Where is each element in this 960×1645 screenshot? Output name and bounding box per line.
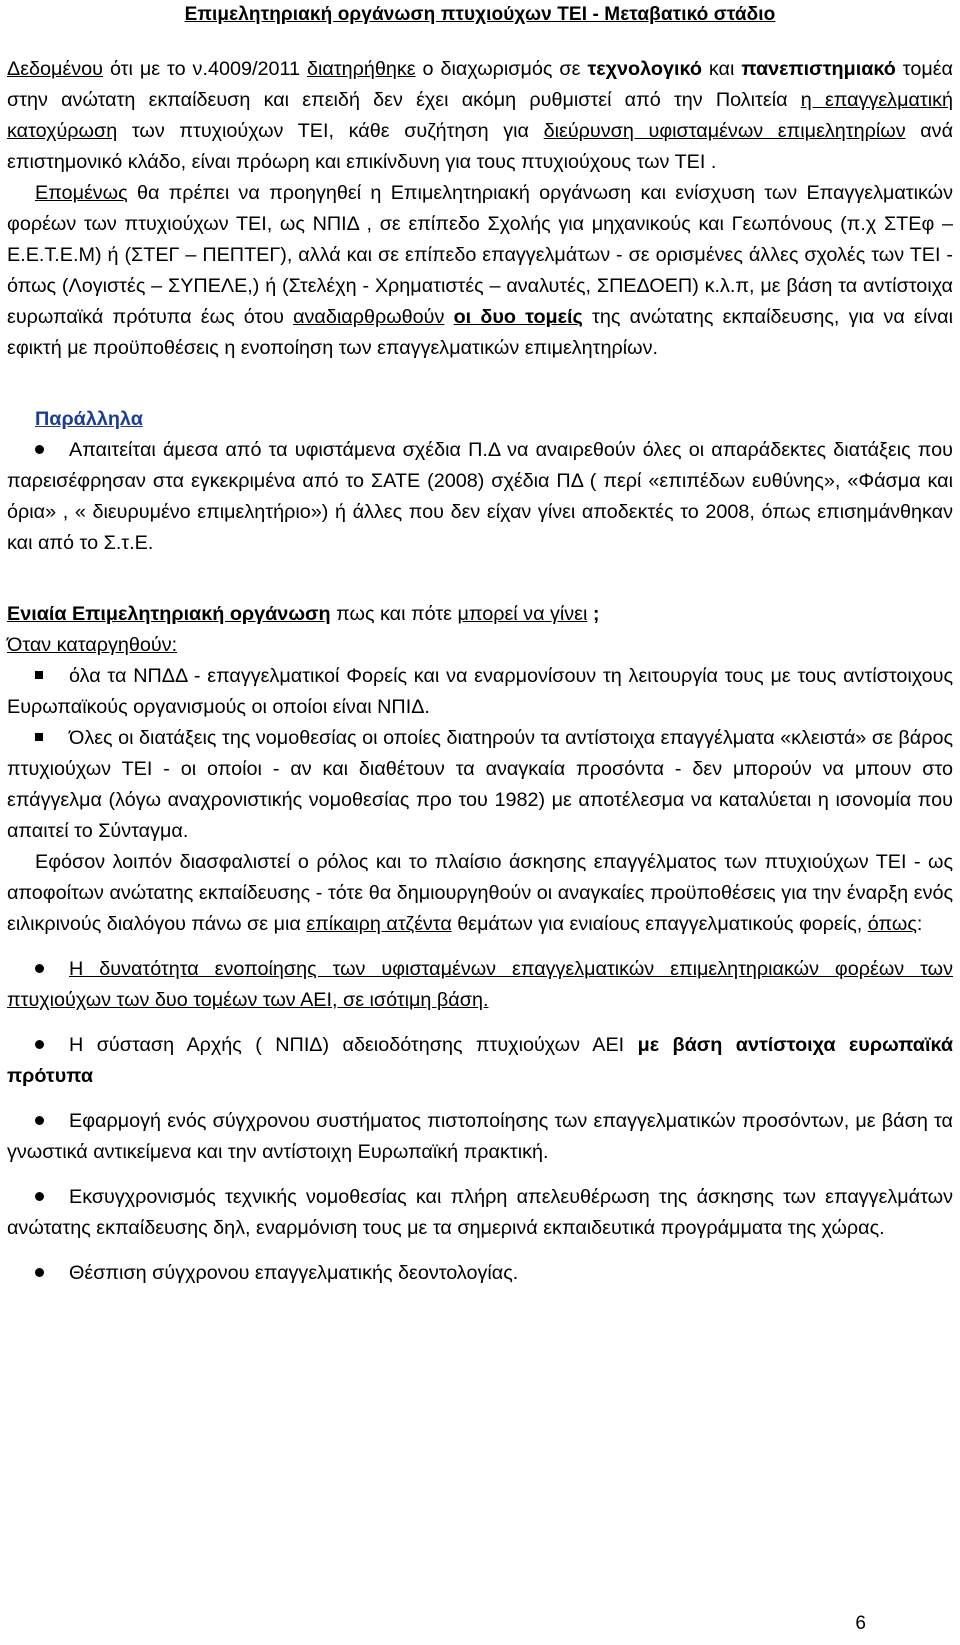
text-run: ανά επιστημονικό κλάδο, είναι πρόωρη και επικίνδυνη για τους πτυχιούχους των ΤΕΙ .: [7, 120, 954, 173]
spacer: [7, 1168, 953, 1182]
text-run: Εκσυγχρονισμός τεχνικής νομοθεσίας και πλήρη απελευθέρωση της άσκησης των επαγγελμάτων ανώτατης εκπαίδευσης δηλ, εναρμόνιση τους με τα σημερινά εκπαιδευτικά προγράμματα της χώρας.: [7, 1186, 953, 1239]
text-run: Θέσπιση σύγχρονου επαγγελματικής δεοντολογίας.: [69, 1262, 519, 1284]
spacer: [7, 1016, 953, 1030]
text-run: Απαιτείται άμεσα από τα υφιστάμενα σχέδια Π.Δ να αναιρεθούν όλες οι απαράδεκτες διατάξεις που παρεισέφρησαν στα εγκεκριμένα από το ΣΑΤΕ (2008) σχέδια ΠΔ ( περί «επιπέδων ευθύνης», «Φάσμα και όρια» , « διευρυμένο επιμελητήριο») ή άλλες που δεν είχαν γίνει αποδεκτές το 2008, όπως επισημάνθηκαν και από το Σ.τ.Ε.: [7, 439, 953, 554]
paragraph-intro: [7, 54, 953, 178]
text-run: των πτυχιούχων ΤΕΙ, κάθε συζήτηση για: [117, 120, 544, 142]
bullet-dot-icon: [35, 1268, 44, 1277]
square-bullet-icon: [35, 671, 43, 679]
text-underlined: διεύρυνση υφισταμένων επιμελητηρίων: [543, 120, 906, 142]
bullet-paragraph: [7, 954, 953, 1016]
bullet-dot-icon: [35, 1116, 44, 1125]
text-run: της ανώτατης εκπαίδευσης, για να είναι εφικτή με προϋποθέσεις η ενοποίηση των επαγγελματικών επιμελητηρίων.: [7, 306, 953, 359]
bullet-dot-icon: [35, 964, 44, 973]
text-underlined: επίκαιρη ατζέντα: [306, 913, 452, 935]
spacer: [7, 1244, 953, 1258]
when-abolished-label: [7, 630, 953, 661]
spacer: [7, 559, 953, 599]
text-bold-underlined: ;: [592, 603, 600, 625]
bullet-marker: [35, 1258, 69, 1289]
text-underlined: Δεδομένου: [7, 58, 103, 80]
paragraph-consequently: [7, 178, 953, 364]
bullet-paragraph: [7, 1030, 953, 1092]
square-bullet-icon: [35, 733, 43, 741]
bullet-paragraph: [7, 1106, 953, 1168]
bullet-marker: [35, 435, 69, 466]
text-run: θεμάτων για ενιαίους επαγγελματικούς φορείς,: [451, 913, 868, 935]
text-underlined: όπως: [867, 913, 917, 935]
bullet-marker: [35, 1030, 69, 1061]
heading-enaia: [7, 599, 953, 630]
bullet-dot-icon: [35, 1192, 44, 1201]
text-underlined: μπορεί να γίνει: [457, 603, 588, 625]
bullet-marker: [35, 1182, 69, 1213]
text-underlined: Η δυνατότητα ενοποίησης των υφισταμένων επαγγελματικών επιμελητηριακών φορέων των πτυχιούχων των δυο τομέων των ΑΕΙ, σε ισότιμη βάση.: [7, 958, 953, 1011]
text-run: τομέα στην ανώτατη εκπαίδευση και επειδή δεν έχει ακόμη ρυθμιστεί από την Πολιτεία: [7, 58, 953, 111]
text-run: Εφαρμογή ενός σύγχρονου συστήματος πιστοποίησης των επαγγελματικών προσόντων, με βάση τα γνωστικά αντικείμενα και την αντίστοιχη Ευρωπαϊκή πρακτική.: [7, 1110, 953, 1163]
text-underlined: αναδιαρθρωθούν: [293, 306, 445, 328]
section-heading: Παράλληλα: [35, 408, 143, 430]
text-bold-underlined: Ενιαία Επιμελητηριακή οργάνωση: [7, 603, 331, 625]
text-run: Όλες οι διατάξεις της νομοθεσίας οι οποίες διατηρούν τα αντίστοιχα επαγγέλματα «κλειστά» σε βάρος πτυχιούχων ΤΕΙ - οι οποίοι - αν και διαθέτουν τα αναγκαία προσόντα - δεν μπορούν να μπουν στο επάγγελμα (λόγω αναχρονιστικής νομοθεσίας προ του 1982) με αποτέλεσμα να καταλύεται η ισονομία που απαιτεί το Σύνταγμα.: [7, 727, 953, 842]
paragraph-agenda: [7, 847, 953, 940]
bullet-dot-icon: [35, 1040, 44, 1049]
text-run: πως και πότε: [330, 603, 458, 625]
square-bullet-paragraph: [7, 661, 953, 723]
text-run: θα πρέπει να προηγηθεί η Επιμελητηριακή οργάνωση και ενίσχυση των Επαγγελματικών φορέων των πτυχιούχων ΤΕΙ, ως ΝΠΙΔ , σε επίπεδο Σχολής για μηχανικούς και Γεωπόνους (π.χ ΣΤΕφ – Ε.Ε.Τ.Ε.Μ) ή (ΣΤΕΓ – ΠΕΠΤΕΓ), αλλά και σε επίπεδο επαγγελμάτων - σε ορισμένες άλλες σχολές των ΤΕΙ - όπως (Λογιστές – ΣΥΠΕΛΕ,) ή (Στελέχη - Χρηματιστές – αναλυτές, ΣΠΕΔΟΕΠ) κ.λ.π, με βάση τα αντίστοιχα ευρωπαϊκά πρότυπα έως ότου: [7, 182, 953, 328]
text-underlined: Επομένως: [35, 182, 128, 204]
text-bold: τεχνολογικό: [587, 58, 702, 80]
text-bold-underlined: οι δυο τομείς: [453, 306, 583, 328]
bullet-marker: [35, 1106, 69, 1137]
text-underlined: Όταν καταργηθούν:: [7, 634, 178, 656]
text-run: Η σύσταση Αρχής ( ΝΠΙΔ) αδειοδότησης πτυχιούχων ΑΕΙ: [69, 1034, 638, 1056]
page-header: Επιμελητηριακή οργάνωση πτυχιούχων ΤΕΙ - Μεταβατικό στάδιο: [184, 4, 776, 25]
spacer: [7, 364, 953, 404]
text-underlined: διατηρήθηκε: [306, 58, 416, 80]
text-run: Εφόσον λοιπόν διασφαλιστεί ο ρόλος και το πλαίσιο άσκησης επαγγέλματος των πτυχιούχων ΤΕΙ - ως αποφοίτων ανώτατης εκπαίδευσης - τότε θα δημιουργηθούν οι αναγκαίες προϋποθέσεις για την έναρξη ενός ειλικρινούς διαλόγου πάνω σε μια: [7, 851, 953, 935]
document-body: [7, 54, 953, 1289]
spacer: [7, 1092, 953, 1106]
text-run: :: [916, 913, 923, 935]
text-underlined: η επαγγελματική κατοχύρωση: [7, 89, 954, 142]
text-run: ότι με το ν.4009/2011: [102, 58, 307, 80]
bullet-marker: [35, 723, 69, 754]
text-bold: με βάση αντίστοιχα ευρωπαϊκά πρότυπα: [7, 1034, 954, 1087]
bullet-dot-icon: [35, 445, 44, 454]
text-run: όλα τα ΝΠΔΔ - επαγγελματικοί Φορείς και να εναρμονίσουν τη λειτουργία τους με τους αντίστοιχους Ευρωπαϊκούς οργανισμούς οι οποίοι είναι ΝΠΙΔ.: [7, 665, 953, 718]
bullet-paragraph: [7, 1258, 953, 1289]
heading-parallila: [7, 404, 953, 435]
bullet-paragraph: [7, 1182, 953, 1244]
text-run: ο διαχωρισμός σε: [415, 58, 588, 80]
spacer: [7, 940, 953, 954]
bullet-marker: [35, 954, 69, 985]
bullet-paragraph: [7, 435, 953, 559]
square-bullet-paragraph: [7, 723, 953, 847]
bullet-marker: [35, 661, 69, 692]
text-run: [444, 306, 453, 328]
page-number: 6: [855, 1613, 866, 1634]
text-bold: πανεπιστημιακό: [741, 58, 896, 80]
text-run: και: [701, 58, 742, 80]
